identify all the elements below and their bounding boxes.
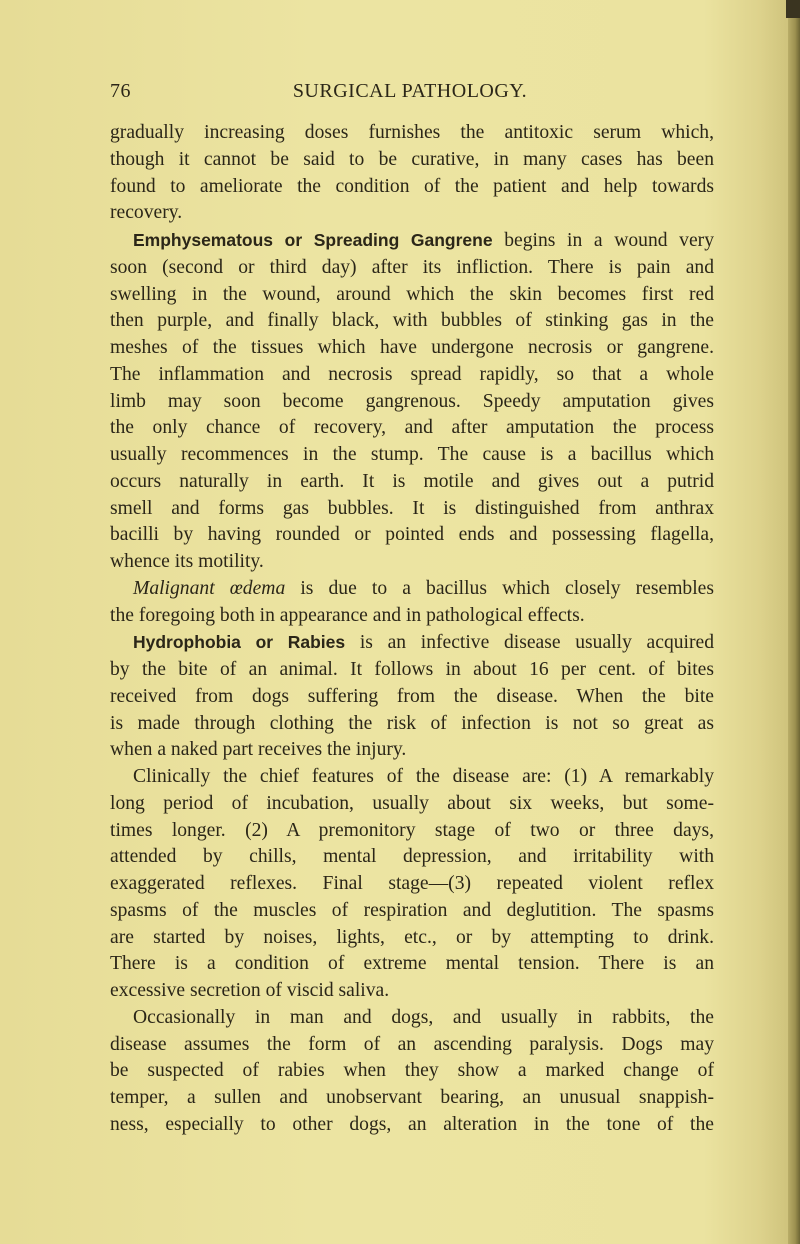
text-line: times longer. (2) A premonitory stage of two or three days, <box>110 819 714 841</box>
text-line: exaggerated reflexes. Final stage—(3) repeated violent reflex <box>110 873 714 894</box>
italic-heading: Malignant œdema <box>133 577 286 599</box>
text-line: attended by chills, mental depression, and irritability with <box>110 846 714 868</box>
section-heading: Emphysematous or Spreading Gangrene <box>133 230 493 250</box>
text-line: the foregoing both in appearance and in pathological effects. <box>110 604 585 626</box>
text-line: The inflammation and necrosis spread rapidly, so that a whole <box>110 363 714 385</box>
text-line: meshes of the tissues which have undergone necrosis or gangrene. <box>110 337 714 358</box>
text-line: recovery. <box>110 202 183 224</box>
text-line: smell and forms gas bubbles. It is distinguished from anthrax <box>110 497 714 519</box>
text-line <box>110 576 714 603</box>
paragraph-hydrophobia <box>110 629 714 764</box>
text-line: disease assumes the form of an ascending paralysis. Dogs may <box>110 1033 714 1055</box>
text-line: long period of incubation, usually about six weeks, but some- <box>110 792 714 814</box>
text-line: when a naked part receives the injury. <box>110 739 407 761</box>
text-line: be suspected of rabies when they show a marked change of <box>110 1060 714 1082</box>
text-fragment: is due to a bacillus which closely resembles <box>285 577 714 599</box>
text-line: bacilli by having rounded or pointed ends and possessing flagella, <box>110 524 714 546</box>
text-line: ness, especially to other dogs, an alteration in the tone of the <box>110 1113 714 1135</box>
text-line: is made through clothing the risk of infection is not so great as <box>110 712 714 734</box>
text-line <box>110 629 714 657</box>
text-line: temper, a sullen and unobservant bearing, an unusual snappish- <box>110 1087 714 1108</box>
paragraph-malignant-oedema <box>110 576 714 630</box>
text-line: occurs naturally in earth. It is motile and gives out a putrid <box>110 470 714 492</box>
page-edge-shadow <box>788 0 800 1244</box>
paragraph-clinical-features <box>110 764 714 1005</box>
text-line: excessive secretion of viscid saliva. <box>110 980 390 1001</box>
text-line: limb may soon become gangrenous. Speedy amputation gives <box>110 390 714 412</box>
text-line: swelling in the wound, around which the skin becomes first red <box>110 283 714 305</box>
text-fragment: begins in a wound very <box>492 230 714 251</box>
page-corner-dark <box>786 0 800 18</box>
paragraph-paralytic-form <box>110 1005 714 1139</box>
text-line: are started by noises, lights, etc., or by attempting to drink. <box>110 926 714 948</box>
text-line: then purple, and finally black, with bubbles of stinking gas in the <box>110 310 714 332</box>
paragraph-spreading-gangrene <box>110 227 714 576</box>
text-line: There is a condition of extreme mental tension. There is an <box>110 953 714 975</box>
text-line: spasms of the muscles of respiration and deglutition. The spasms <box>110 899 714 921</box>
text-line: though it cannot be said to be curative, in many cases has been <box>110 148 714 170</box>
text-fragment: is an infective disease usually acquired <box>345 632 715 654</box>
text-line: received from dogs suffering from the disease. When the bite <box>110 685 714 707</box>
page-number: 76 <box>110 80 131 102</box>
text-line: usually recommences in the stump. The cause is a bacillus which <box>110 444 714 465</box>
paragraph-antitoxic-serum <box>110 120 714 227</box>
text-line: found to ameliorate the condition of the patient and help towards <box>110 175 714 197</box>
text-line: soon (second or third day) after its infliction. There is pain and <box>110 256 714 278</box>
page-header <box>110 80 710 110</box>
text-line: the only chance of recovery, and after amputation the process <box>110 417 714 439</box>
text-line: whence its motility. <box>110 551 264 572</box>
section-heading: Hydrophobia or Rabies <box>133 632 346 653</box>
running-title: SURGICAL PATHOLOGY. <box>292 80 528 102</box>
body-text <box>110 120 714 1139</box>
text-line <box>110 227 714 255</box>
text-line: Occasionally in man and dogs, and usually in rabbits, the <box>133 1006 714 1028</box>
text-line: gradually increasing doses furnishes the antitoxic serum which, <box>110 122 714 143</box>
text-line: Clinically the chief features of the disease are: (1) A remarkably <box>133 766 714 787</box>
text-line: by the bite of an animal. It follows in about 16 per cent. of bites <box>110 659 714 680</box>
